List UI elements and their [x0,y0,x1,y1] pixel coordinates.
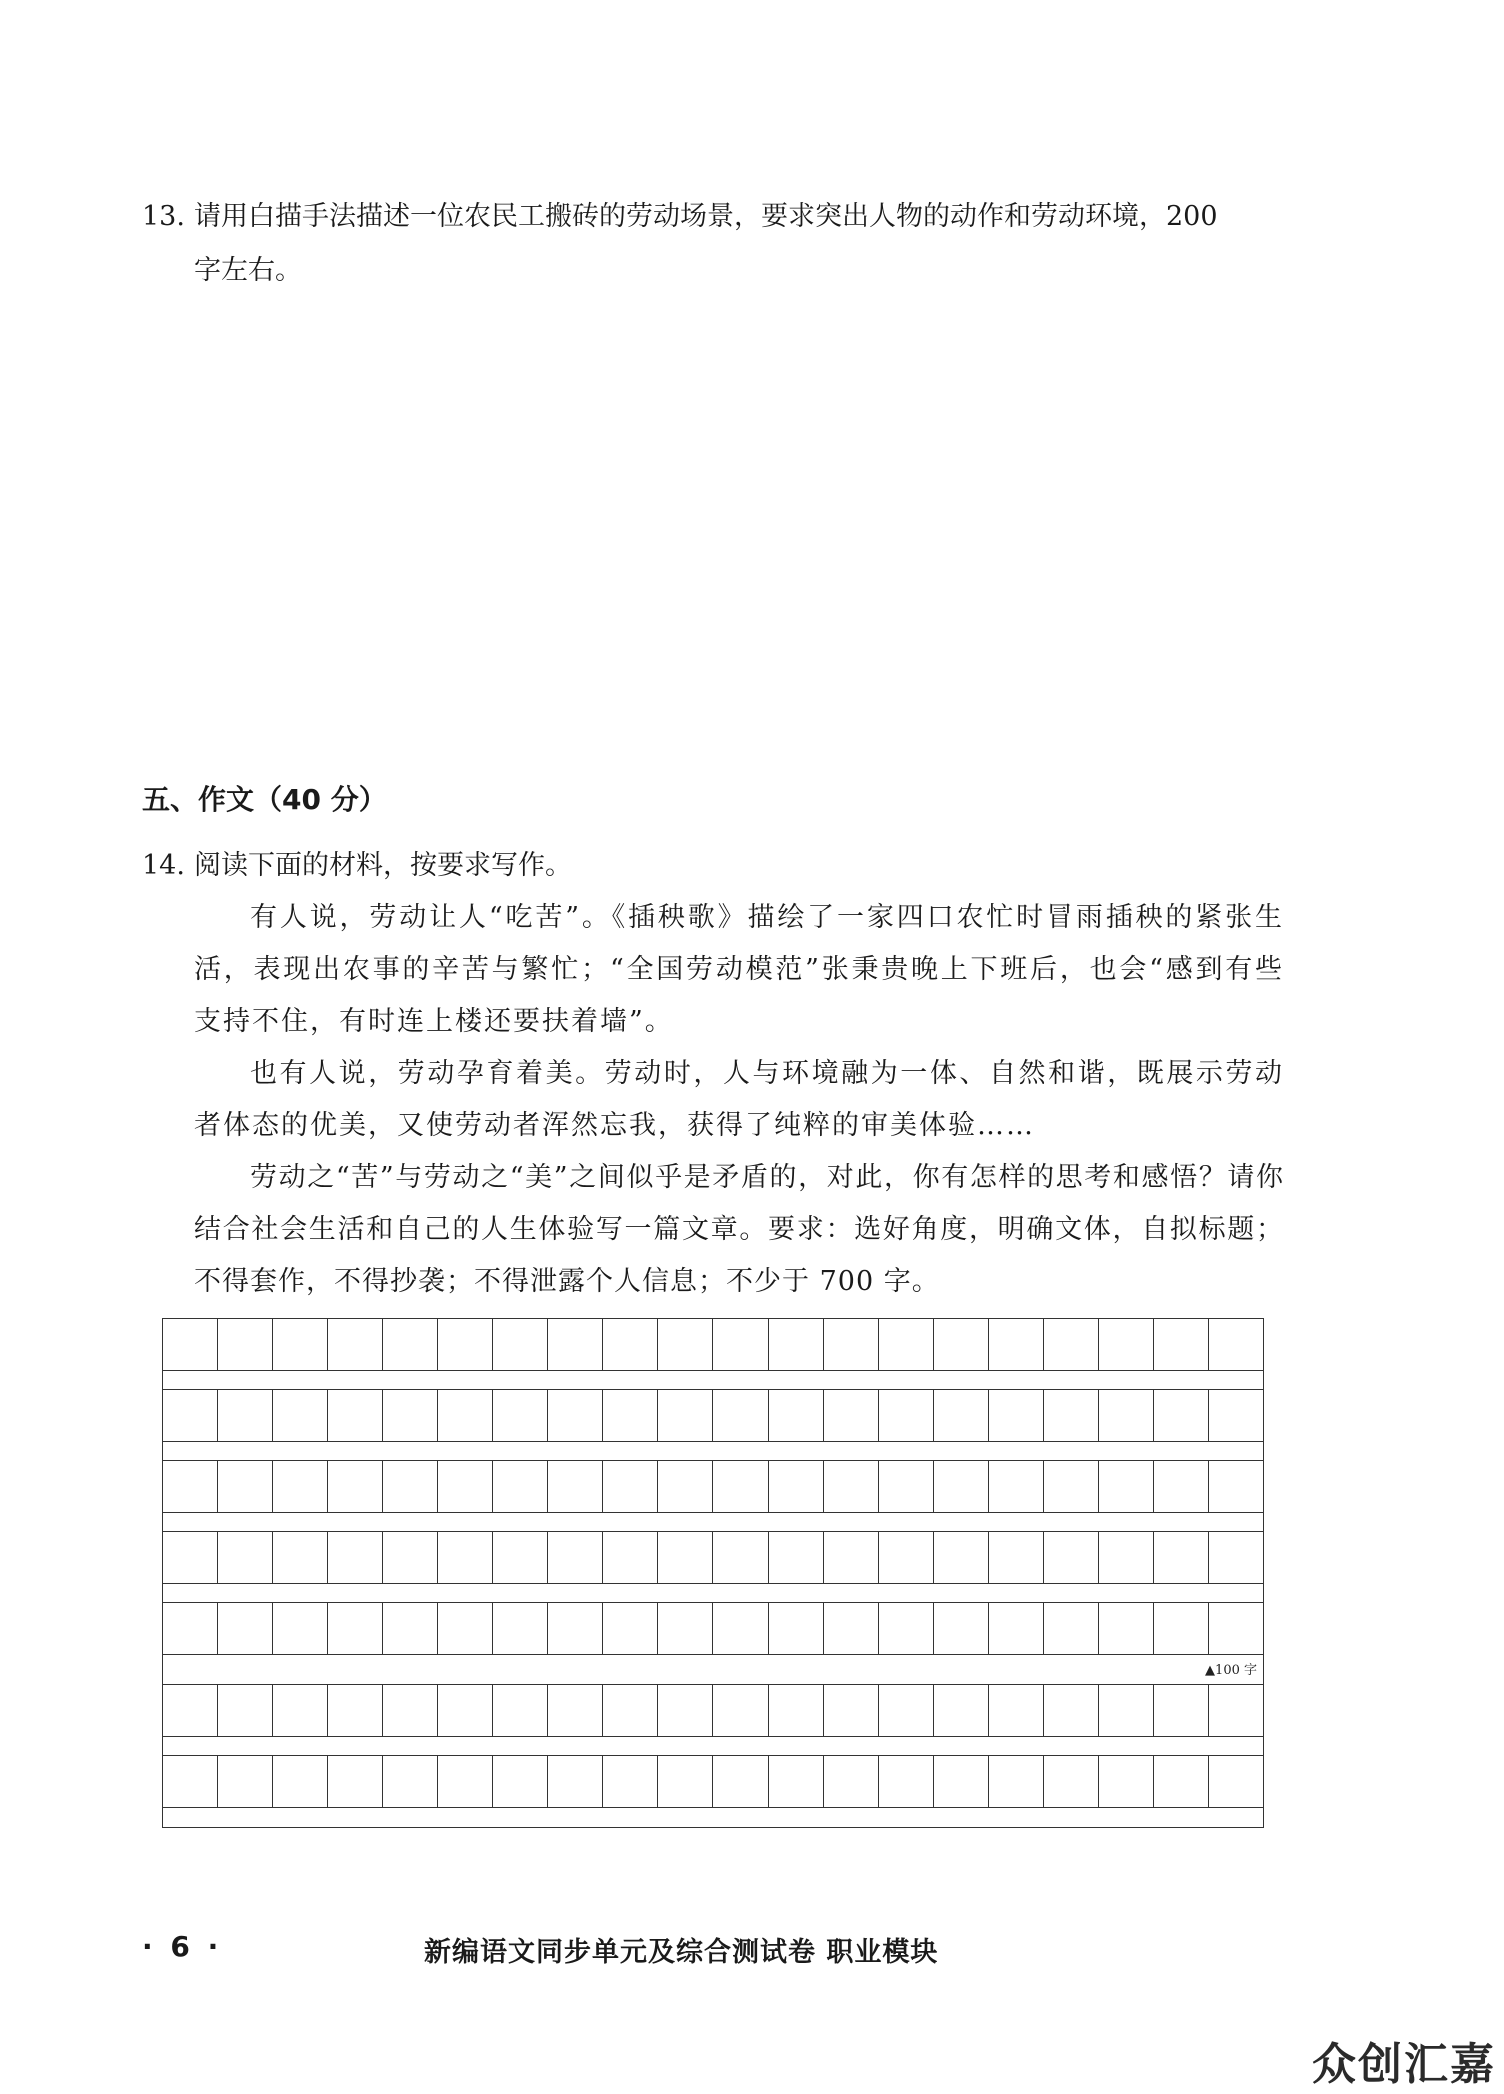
grid-cell[interactable] [493,1603,548,1654]
grid-cell[interactable] [824,1685,879,1736]
grid-cell[interactable] [493,1461,548,1512]
grid-cell[interactable] [273,1461,328,1512]
grid-cell[interactable] [1099,1532,1154,1583]
grid-cell[interactable] [769,1390,824,1441]
grid-cell[interactable] [769,1685,824,1736]
grid-cell[interactable] [769,1532,824,1583]
grid-row [163,1603,1263,1655]
question-14 [142,840,1292,892]
grid-cell[interactable] [438,1461,493,1512]
grid-cell[interactable] [603,1390,658,1441]
reading-material [194,892,1284,1308]
word-count-marker: ▲100 字 [1205,1663,1257,1678]
grid-cell[interactable] [548,1532,603,1583]
grid-cell[interactable] [548,1603,603,1654]
grid-cell[interactable] [548,1390,603,1441]
grid-cell[interactable] [989,1390,1044,1441]
grid-row-gap [163,1513,1263,1532]
grid-cell[interactable] [218,1532,273,1583]
grid-cell[interactable] [1154,1461,1209,1512]
grid-cell[interactable] [273,1756,328,1807]
grid-cell[interactable] [879,1390,934,1441]
grid-cell[interactable] [438,1685,493,1736]
grid-cell[interactable] [438,1390,493,1441]
grid-row-gap [163,1371,1263,1390]
grid-cell[interactable] [548,1685,603,1736]
grid-cell[interactable] [383,1461,438,1512]
grid-cell[interactable] [328,1461,383,1512]
grid-cell[interactable] [603,1532,658,1583]
grid-cell[interactable] [1209,1319,1263,1370]
grid-row [163,1390,1263,1442]
grid-cell[interactable] [163,1461,218,1512]
grid-cell[interactable] [713,1756,768,1807]
section-5-title: 五、作文（40 分） [142,783,387,816]
grid-cell[interactable] [1154,1603,1209,1654]
grid-cell[interactable] [383,1319,438,1370]
composition-grid[interactable] [162,1318,1264,1828]
grid-cell[interactable] [1044,1685,1099,1736]
grid-cell[interactable] [273,1532,328,1583]
grid-cell[interactable] [383,1390,438,1441]
grid-cell[interactable] [493,1319,548,1370]
material-paragraph-2: 也有人说，劳动孕育着美。劳动时，人与环境融为一体、自然和谐，既展示劳动者体态的优美，又使劳动者浑然忘我，获得了纯粹的审美体验…… [194,1058,1284,1141]
grid-cell[interactable] [713,1390,768,1441]
grid-cell[interactable] [1209,1603,1263,1654]
grid-cell[interactable] [1154,1756,1209,1807]
grid-cell[interactable] [163,1390,218,1441]
grid-cell[interactable] [548,1319,603,1370]
grid-row-gap [163,1808,1263,1827]
grid-cell[interactable] [163,1685,218,1736]
question-13-line-2: 字左右。 [194,255,302,286]
grid-cell[interactable] [824,1319,879,1370]
grid-cell[interactable] [603,1319,658,1370]
grid-cell[interactable] [438,1603,493,1654]
grid-cell[interactable] [824,1461,879,1512]
grid-row [163,1756,1263,1808]
grid-cell[interactable] [1154,1390,1209,1441]
grid-cell[interactable] [1154,1685,1209,1736]
grid-cell[interactable] [548,1756,603,1807]
grid-cell[interactable] [1209,1685,1263,1736]
grid-cell[interactable] [989,1319,1044,1370]
grid-cell[interactable] [769,1461,824,1512]
grid-cell[interactable] [658,1603,713,1654]
grid-cell[interactable] [273,1319,328,1370]
grid-cell[interactable] [603,1603,658,1654]
grid-cell[interactable] [824,1603,879,1654]
question-13-number: 13. [142,201,185,232]
grid-cell[interactable] [218,1685,273,1736]
grid-cell[interactable] [383,1603,438,1654]
question-13 [142,190,1292,298]
grid-cell[interactable] [769,1603,824,1654]
grid-cell[interactable] [879,1603,934,1654]
grid-row [163,1461,1263,1513]
grid-cell[interactable] [218,1603,273,1654]
grid-row [163,1532,1263,1584]
grid-cell[interactable] [1044,1461,1099,1512]
grid-cell[interactable] [1099,1603,1154,1654]
grid-cell[interactable] [934,1685,989,1736]
grid-cell[interactable] [1044,1390,1099,1441]
grid-cell[interactable] [273,1603,328,1654]
grid-cell[interactable] [328,1319,383,1370]
grid-row [163,1319,1263,1371]
grid-cell[interactable] [493,1685,548,1736]
grid-cell[interactable] [273,1390,328,1441]
grid-cell[interactable] [603,1685,658,1736]
grid-cell[interactable] [713,1532,768,1583]
grid-cell[interactable] [1099,1756,1154,1807]
grid-cell[interactable] [713,1603,768,1654]
grid-cell[interactable] [163,1319,218,1370]
grid-cell[interactable] [328,1756,383,1807]
grid-cell[interactable] [328,1685,383,1736]
grid-cell[interactable] [879,1319,934,1370]
grid-cell[interactable] [1209,1461,1263,1512]
grid-cell[interactable] [383,1756,438,1807]
grid-cell[interactable] [989,1756,1044,1807]
grid-cell[interactable] [1044,1756,1099,1807]
grid-cell[interactable] [383,1685,438,1736]
grid-cell[interactable] [658,1319,713,1370]
grid-cell[interactable] [163,1603,218,1654]
grid-cell[interactable] [1044,1319,1099,1370]
writing-requirement: 劳动之“苦”与劳动之“美”之间似乎是矛盾的，对此，你有怎样的思考和感悟？请你结合社会生活和自己的人生体验写一篇文章。要求：选好角度，明确文体，自拟标题；不得套作，不得抄袭；不得泄露个人信息；不少于 700 字。 [194,1162,1284,1297]
grid-cell[interactable] [493,1390,548,1441]
grid-cell[interactable] [934,1756,989,1807]
grid-row-gap [163,1584,1263,1603]
grid-cell[interactable] [824,1532,879,1583]
grid-cell[interactable] [934,1532,989,1583]
grid-cell[interactable] [438,1319,493,1370]
grid-cell[interactable] [1154,1532,1209,1583]
grid-row-gap [163,1737,1263,1756]
grid-cell[interactable] [879,1685,934,1736]
grid-cell[interactable] [713,1319,768,1370]
grid-cell[interactable] [989,1461,1044,1512]
grid-cell[interactable] [658,1390,713,1441]
grid-cell[interactable] [824,1390,879,1441]
grid-cell[interactable] [163,1532,218,1583]
grid-cell[interactable] [1099,1390,1154,1441]
grid-cell[interactable] [1099,1319,1154,1370]
grid-cell[interactable] [1209,1756,1263,1807]
grid-cell[interactable] [658,1685,713,1736]
book-title: 新编语文同步单元及综合测试卷 职业模块 [424,1937,939,1968]
grid-cell[interactable] [493,1756,548,1807]
grid-cell[interactable] [328,1532,383,1583]
question-13-line-1 [142,190,1292,244]
grid-cell[interactable] [1044,1532,1099,1583]
grid-cell[interactable] [383,1532,438,1583]
grid-cell[interactable] [603,1756,658,1807]
grid-cell[interactable] [1209,1390,1263,1441]
question-14-prompt: 阅读下面的材料，按要求写作。 [194,850,572,881]
grid-cell[interactable] [934,1319,989,1370]
grid-cell[interactable] [218,1756,273,1807]
grid-cell[interactable] [713,1461,768,1512]
grid-cell[interactable] [438,1532,493,1583]
grid-cell[interactable] [1099,1685,1154,1736]
grid-cell[interactable] [328,1603,383,1654]
grid-cell[interactable] [879,1461,934,1512]
grid-cell[interactable] [989,1603,1044,1654]
grid-cell[interactable] [658,1532,713,1583]
grid-cell[interactable] [273,1685,328,1736]
grid-row-gap [163,1655,1263,1685]
grid-cell[interactable] [1209,1532,1263,1583]
question-14-number: 14. [142,850,185,881]
grid-cell[interactable] [493,1532,548,1583]
grid-cell[interactable] [218,1319,273,1370]
grid-cell[interactable] [548,1461,603,1512]
grid-cell[interactable] [713,1685,768,1736]
grid-cell[interactable] [934,1461,989,1512]
grid-row-gap [163,1442,1263,1461]
grid-cell[interactable] [218,1390,273,1441]
grid-cell[interactable] [934,1603,989,1654]
page-number: · 6 · [142,1930,223,1963]
grid-cell[interactable] [658,1756,713,1807]
grid-cell[interactable] [218,1461,273,1512]
material-paragraph-1: 有人说，劳动让人“吃苦”。《插秧歌》描绘了一家四口农忙时冒雨插秧的紧张生活，表现出农事的辛苦与繁忙；“全国劳动模范”张秉贵晚上下班后，也会“感到有些支持不住，有时连上楼还要扶着墙”。 [194,902,1284,1037]
grid-cell[interactable] [769,1756,824,1807]
grid-row [163,1685,1263,1737]
grid-cell[interactable] [1099,1461,1154,1512]
grid-cell[interactable] [989,1532,1044,1583]
grid-cell[interactable] [328,1390,383,1441]
question-13-text: 请用白描手法描述一位农民工搬砖的劳动场景，要求突出人物的动作和劳动环境，200 [194,201,1218,232]
grid-cell[interactable] [603,1461,658,1512]
grid-cell[interactable] [163,1756,218,1807]
grid-cell[interactable] [879,1532,934,1583]
grid-cell[interactable] [879,1756,934,1807]
grid-cell[interactable] [658,1461,713,1512]
watermark-logo: 众创汇嘉 [1312,2039,1496,2090]
grid-cell[interactable] [1154,1319,1209,1370]
grid-cell[interactable] [769,1319,824,1370]
grid-cell[interactable] [1044,1603,1099,1654]
grid-cell[interactable] [934,1390,989,1441]
grid-cell[interactable] [438,1756,493,1807]
grid-cell[interactable] [824,1756,879,1807]
grid-cell[interactable] [989,1685,1044,1736]
